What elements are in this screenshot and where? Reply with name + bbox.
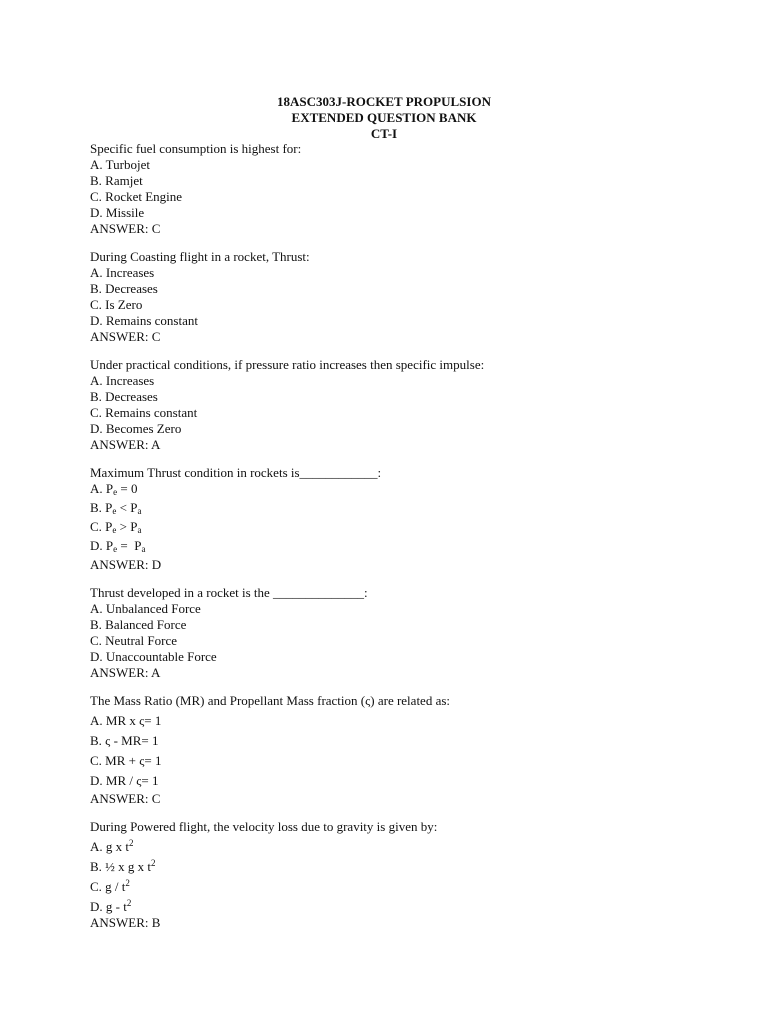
option-prefix: C. P — [90, 519, 113, 534]
option-b — [90, 855, 710, 875]
option-d: D. Unaccountable Force — [90, 649, 217, 664]
subscript: e — [113, 487, 118, 497]
subscript: a — [141, 544, 146, 554]
answer-line: ANSWER: A — [90, 437, 161, 452]
subscript: a — [137, 506, 142, 516]
test-label: CT-I — [370, 126, 398, 141]
option-a: A. Increases — [90, 265, 155, 280]
option-prefix: D. g - t — [90, 899, 127, 914]
answer-line: ANSWER: A — [90, 665, 161, 680]
option-a: A. Increases — [90, 373, 155, 388]
question-5 — [90, 585, 710, 681]
option-d: D. Becomes Zero — [90, 421, 182, 436]
option-c — [90, 875, 710, 895]
question-text: Thrust developed in a rocket is the ______________: — [90, 585, 368, 600]
answer-line: ANSWER: C — [90, 791, 161, 806]
option-prefix: C. g / t — [90, 879, 126, 894]
question-text: Under practical conditions, if pressure ratio increases then specific impulse: — [90, 357, 485, 372]
option-b: B. Decreases — [90, 389, 158, 404]
superscript: 2 — [126, 898, 132, 908]
question-text: The Mass Ratio (MR) and Propellant Mass fraction (ς) are related as: — [90, 693, 451, 708]
option-d: D. Remains constant — [90, 313, 198, 328]
answer-line: ANSWER: D — [90, 557, 162, 572]
option-d — [90, 538, 710, 557]
subscript: e — [112, 506, 117, 516]
superscript: 2 — [125, 878, 130, 888]
question-text: During Powered flight, the velocity loss due to gravity is given by: — [90, 819, 438, 834]
question-6 — [90, 693, 710, 807]
option-d: D. Missile — [90, 205, 145, 220]
option-prefix: B. P — [90, 500, 113, 515]
question-3 — [90, 357, 710, 453]
option-relation: = P — [117, 538, 142, 553]
option-a: A. Unbalanced Force — [90, 601, 201, 616]
question-2 — [90, 249, 710, 345]
option-d — [90, 895, 710, 915]
option-a — [90, 835, 710, 855]
superscript: 2 — [151, 858, 156, 868]
option-relation: < P — [116, 500, 138, 515]
option-b: B. Decreases — [90, 281, 158, 296]
answer-line: ANSWER: B — [90, 915, 161, 930]
question-4 — [90, 465, 710, 573]
subscript: e — [113, 544, 118, 554]
option-b: B. Balanced Force — [90, 617, 187, 632]
option-c: C. Remains constant — [90, 405, 198, 420]
option-c: C. Is Zero — [90, 297, 143, 312]
subscript: a — [137, 525, 142, 535]
superscript: 2 — [129, 838, 134, 848]
option-relation: > P — [116, 519, 138, 534]
document-subtitle: EXTENDED QUESTION BANK — [291, 110, 477, 125]
course-title: 18ASC303J-ROCKET PROPULSION — [277, 94, 491, 109]
option-prefix: B. ½ x g x t — [90, 859, 152, 874]
question-1 — [90, 141, 710, 237]
option-b — [90, 500, 710, 519]
option-relation: = 0 — [117, 481, 138, 496]
option-a: A. MR x ς= 1 — [90, 713, 162, 728]
option-b: B. ς - MR= 1 — [90, 733, 159, 748]
question-text: Specific fuel consumption is highest for: — [90, 141, 302, 156]
option-prefix: A. P — [90, 481, 114, 496]
option-c: C. MR + ς= 1 — [90, 753, 162, 768]
option-d: D. MR / ς= 1 — [90, 773, 159, 788]
option-prefix: D. P — [90, 538, 114, 553]
question-list — [90, 141, 710, 943]
option-prefix: A. g x t — [90, 839, 129, 854]
option-c: C. Rocket Engine — [90, 189, 183, 204]
option-c — [90, 519, 710, 538]
answer-line: ANSWER: C — [90, 221, 161, 236]
subscript: e — [112, 525, 117, 535]
question-text: During Coasting flight in a rocket, Thrust: — [90, 249, 310, 264]
option-a — [90, 481, 710, 500]
question-7 — [90, 819, 710, 931]
option-b: B. Ramjet — [90, 173, 143, 188]
question-text: Maximum Thrust condition in rockets is____________: — [90, 465, 382, 480]
option-c: C. Neutral Force — [90, 633, 178, 648]
document-header — [0, 94, 768, 142]
option-a: A. Turbojet — [90, 157, 150, 172]
answer-line: ANSWER: C — [90, 329, 161, 344]
